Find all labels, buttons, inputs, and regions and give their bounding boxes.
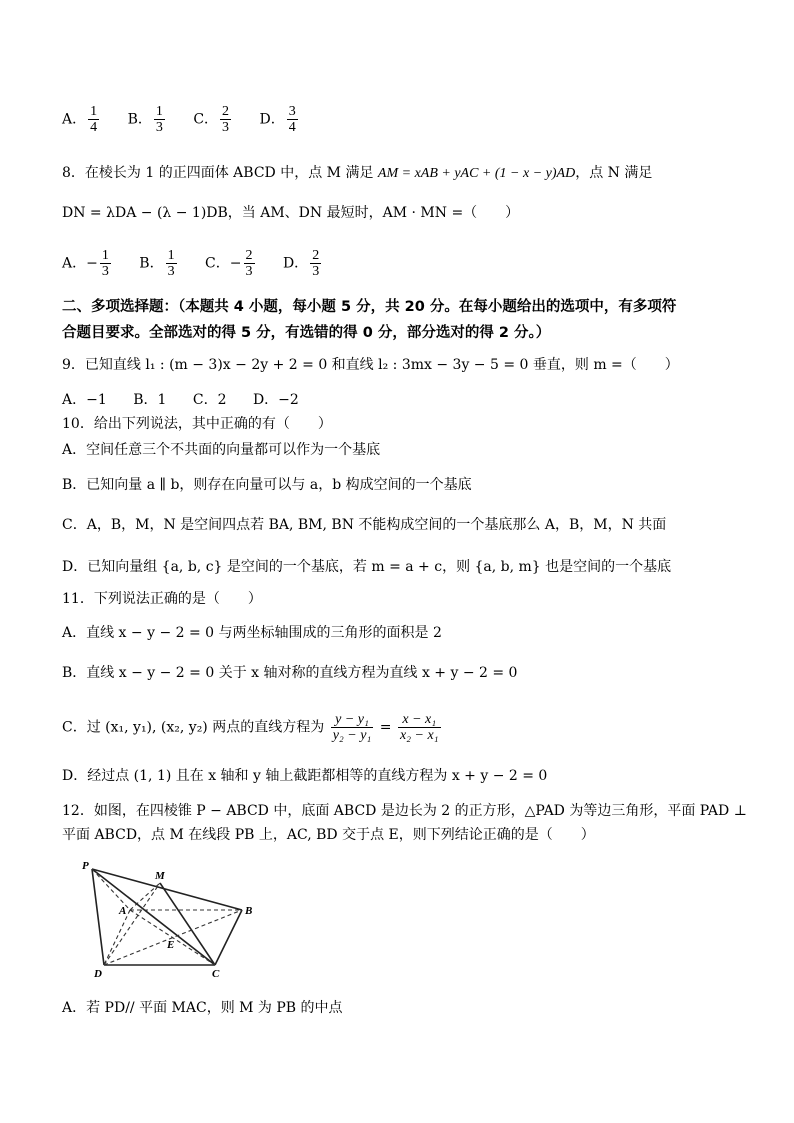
q8-line1: 8．在棱长为 1 的正四面体 ABCD 中，点 M 满足 AM = xAB + yAC + (1 − x − y)AD，点 N 满足 <box>62 165 653 181</box>
q10-option-b: B．已知向量 a ∥ b，则存在向量可以与 a，b 构成空间的一个基底 <box>62 477 472 493</box>
label-b: B <box>245 905 253 917</box>
q12-option-a: A．若 PD// 平面 MAC，则 M 为 PB 的中点 <box>62 1000 343 1016</box>
q8-vector-equation: AM = xAB + yAC + (1 − x − y)AD <box>377 166 576 181</box>
q9-option-b: B．1 <box>133 392 167 408</box>
q7-option-d: D． $\frac{3}{4}$ <box>259 104 296 135</box>
q11-option-c: C．过 (x₁, y₁), (x₂, y₂) 两点的直线方程为 $\frac{\text{y − y₁}}{\text{y₂ − y₁}}$ = $\frac{\text{x − x₁}}{\text{x₂ − x₁}}$ <box>62 712 439 743</box>
label-a: A <box>119 905 127 917</box>
q9-option-c: C．2 <box>192 392 227 408</box>
label-e: E <box>167 939 175 951</box>
q11-option-b: B．直线 x − y − 2 = 0 关于 x 轴对称的直线方程为直线 x + y − 2 = 0 <box>62 665 518 681</box>
q7-option-a: A． $\frac{1}{4}$ <box>62 104 98 135</box>
edge-pa <box>92 869 130 910</box>
q9-stem: 9．已知直线 l₁ : (m − 3)x − 2y + 2 = 0 和直线 l₂ : 3mx − 3y − 5 = 0 垂直，则 m =（ ） <box>62 357 679 373</box>
label-m: M <box>155 870 165 882</box>
q7-options <box>62 104 322 135</box>
q11-option-d: D．经过点 (1, 1) 且在 x 轴和 y 轴上截距都相等的直线方程为 x + y − 2 = 0 <box>62 768 548 784</box>
label-c: C <box>212 968 220 980</box>
q10-option-a: A．空间任意三个不共面的向量都可以作为一个基底 <box>62 442 381 458</box>
edge-cb <box>215 910 242 965</box>
q11-stem: 11．下列说法正确的是（ ） <box>62 591 262 607</box>
section2-heading-line1: 二、多项选择题：（本题共 4 小题，每小题 5 分，共 20 分。在每小题给出的选项中，有多项符 <box>62 299 677 315</box>
q8-option-b: B． $\frac{1}{3}$ <box>139 248 175 279</box>
label-p: P <box>82 860 89 872</box>
q10-option-d: D．已知向量组 {a, b, c} 是空间的一个基底，若 m = a + c，则 {a, b, m} 也是空间的一个基底 <box>62 559 672 575</box>
q8-option-a: A．− $\frac{1}{3}$ <box>62 248 109 279</box>
q8-option-d: D． $\frac{2}{3}$ <box>282 248 320 279</box>
segment-dm <box>104 883 160 965</box>
q12-line2: 平面 ABCD，点 M 在线段 PB 上，AC, BD 交于点 E，则下列结论正确的是（ ） <box>62 827 595 843</box>
edge-pb <box>92 869 242 910</box>
q9-option-a: A．−1 <box>62 392 107 408</box>
q11-c-fraction-y: $\frac{\text{y − y₁}}{\text{y₂ − y₁}}$ <box>332 712 372 743</box>
q7-option-b: B． $\frac{1}{3}$ <box>127 104 163 135</box>
q9-options <box>62 390 321 410</box>
q12-line1: 12．如图，在四棱锥 P − ABCD 中，底面 ABCD 是边长为 2 的正方形，△PAD 为等边三角形，平面 PAD ⊥ <box>62 803 747 819</box>
q11-c-fraction-x: $\frac{\text{x − x₁}}{\text{x₂ − x₁}}$ <box>399 712 439 743</box>
q10-stem: 10．给出下列说法，其中正确的有（ ） <box>62 416 332 432</box>
q8-option-c: C．− $\frac{2}{3}$ <box>205 248 253 279</box>
label-d: D <box>94 968 102 980</box>
q8-options <box>62 248 345 279</box>
pyramid-figure <box>82 855 272 980</box>
q11-option-a: A．直线 x − y − 2 = 0 与两坐标轴围成的三角形的面积是 2 <box>62 625 442 641</box>
edge-pd <box>92 869 104 965</box>
q9-option-d: D．−2 <box>252 392 299 408</box>
q10-option-c: C．A，B，M，N 是空间四点若 BA, BM, BN 不能构成空间的一个基底那么 A，B，M，N 共面 <box>62 517 667 533</box>
section2-heading-line2: 合题目要求。全部选对的得 5 分，有选错的得 0 分，部分选对的得 2 分。） <box>62 325 551 341</box>
q7-option-c: C． $\frac{2}{3}$ <box>193 104 230 135</box>
q8-line2: DN = λDA − (λ − 1)DB，当 AM、DN 最短时，AM · MN =（ ） <box>62 205 520 221</box>
